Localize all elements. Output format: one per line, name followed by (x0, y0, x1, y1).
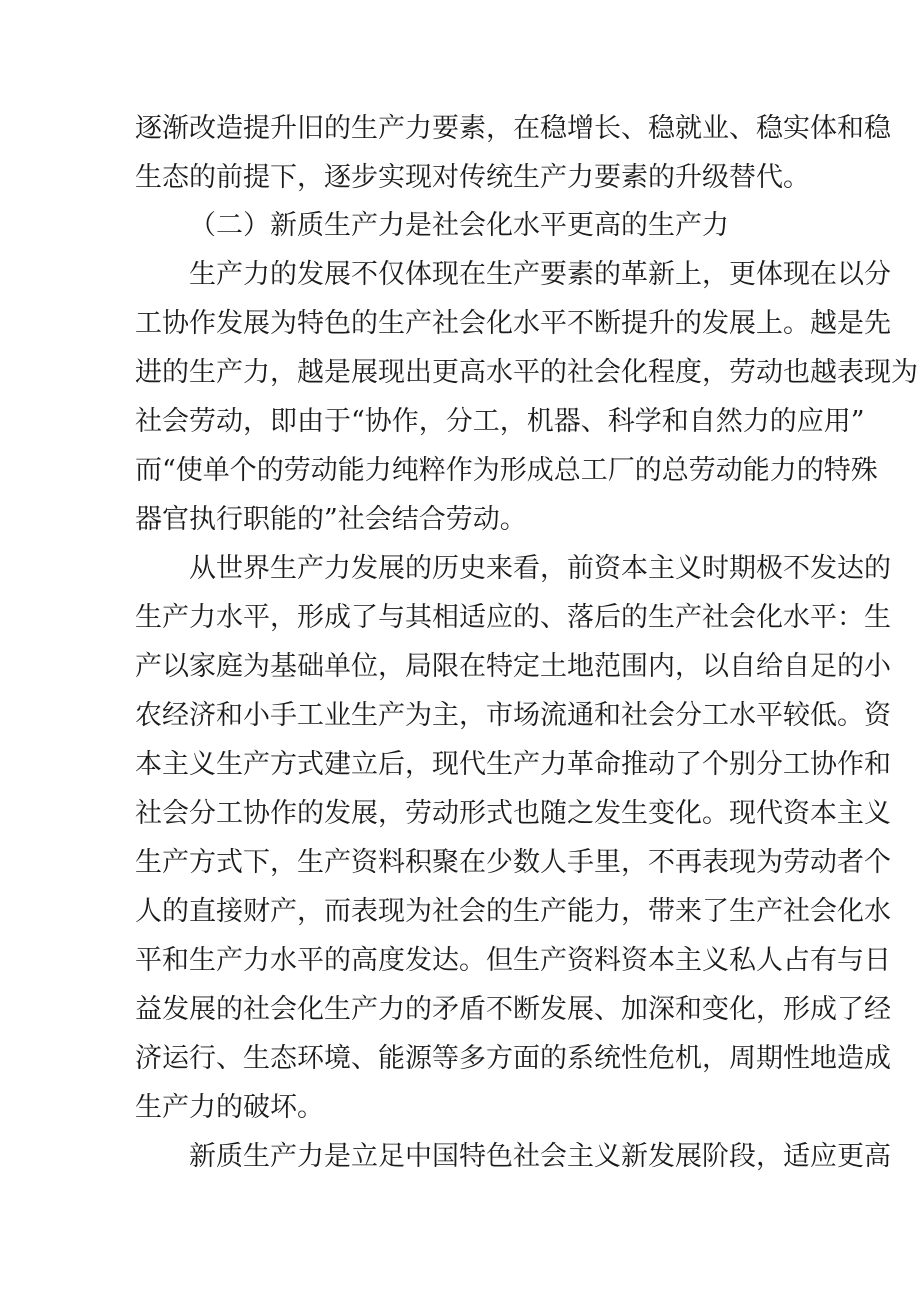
text-line: 生产力的破坏。 (135, 1092, 324, 1123)
text-line: 生产方式下，生产资料积聚在少数人手里，不再表现为劳动者个 (135, 847, 891, 878)
text-line: 本主义生产方式建立后，现代生产力革命推动了个别分工协作和 (135, 749, 891, 780)
text-line: 生态的前提下，逐步实现对传统生产力要素的升级替代。 (135, 162, 810, 193)
section-heading: （二）新质生产力是社会化水平更高的生产力 (189, 210, 729, 241)
text-line: 逐渐改造提升旧的生产力要素，在稳增长、稳就业、稳实体和稳 (135, 113, 891, 144)
text-line: 人的直接财产，而表现为社会的生产能力，带来了生产社会化水 (135, 896, 891, 927)
text-line: 从世界生产力发展的历史来看，前资本主义时期极不发达的 (189, 553, 891, 584)
text-line: 农经济和小手工业生产为主，市场流通和社会分工水平较低。资 (135, 700, 891, 731)
text-line: 社会分工协作的发展，劳动形式也随之发生变化。现代资本主义 (135, 798, 891, 829)
text-line: 器官执行职能的”社会结合劳动。 (135, 504, 527, 535)
text-line: 生产力的发展不仅体现在生产要素的革新上，更体现在以分 (189, 259, 891, 290)
text-line: 益发展的社会化生产力的矛盾不断发展、加深和变化，形成了经 (135, 994, 891, 1025)
text-line: 生产力水平，形成了与其相适应的、落后的生产社会化水平：生 (135, 602, 891, 633)
text-line: 进的生产力，越是展现出更高水平的社会化程度，劳动也越表现为 (135, 357, 918, 388)
text-line: 济运行、生态环境、能源等多方面的系统性危机，周期性地造成 (135, 1043, 891, 1074)
text-line: 工协作发展为特色的生产社会化水平不断提升的发展上。越是先 (135, 308, 891, 339)
text-line: 社会劳动，即由于“协作，分工，机器、科学和自然力的应用” (135, 406, 865, 437)
text-line: 产以家庭为基础单位，局限在特定土地范围内，以自给自足的小 (135, 651, 891, 682)
text-line: 新质生产力是立足中国特色社会主义新发展阶段，适应更高 (189, 1141, 891, 1172)
text-line: 平和生产力水平的高度发达。但生产资料资本主义私人占有与日 (135, 945, 891, 976)
text-line: 而“使单个的劳动能力纯粹作为形成总工厂的总劳动能力的特殊 (135, 455, 878, 486)
